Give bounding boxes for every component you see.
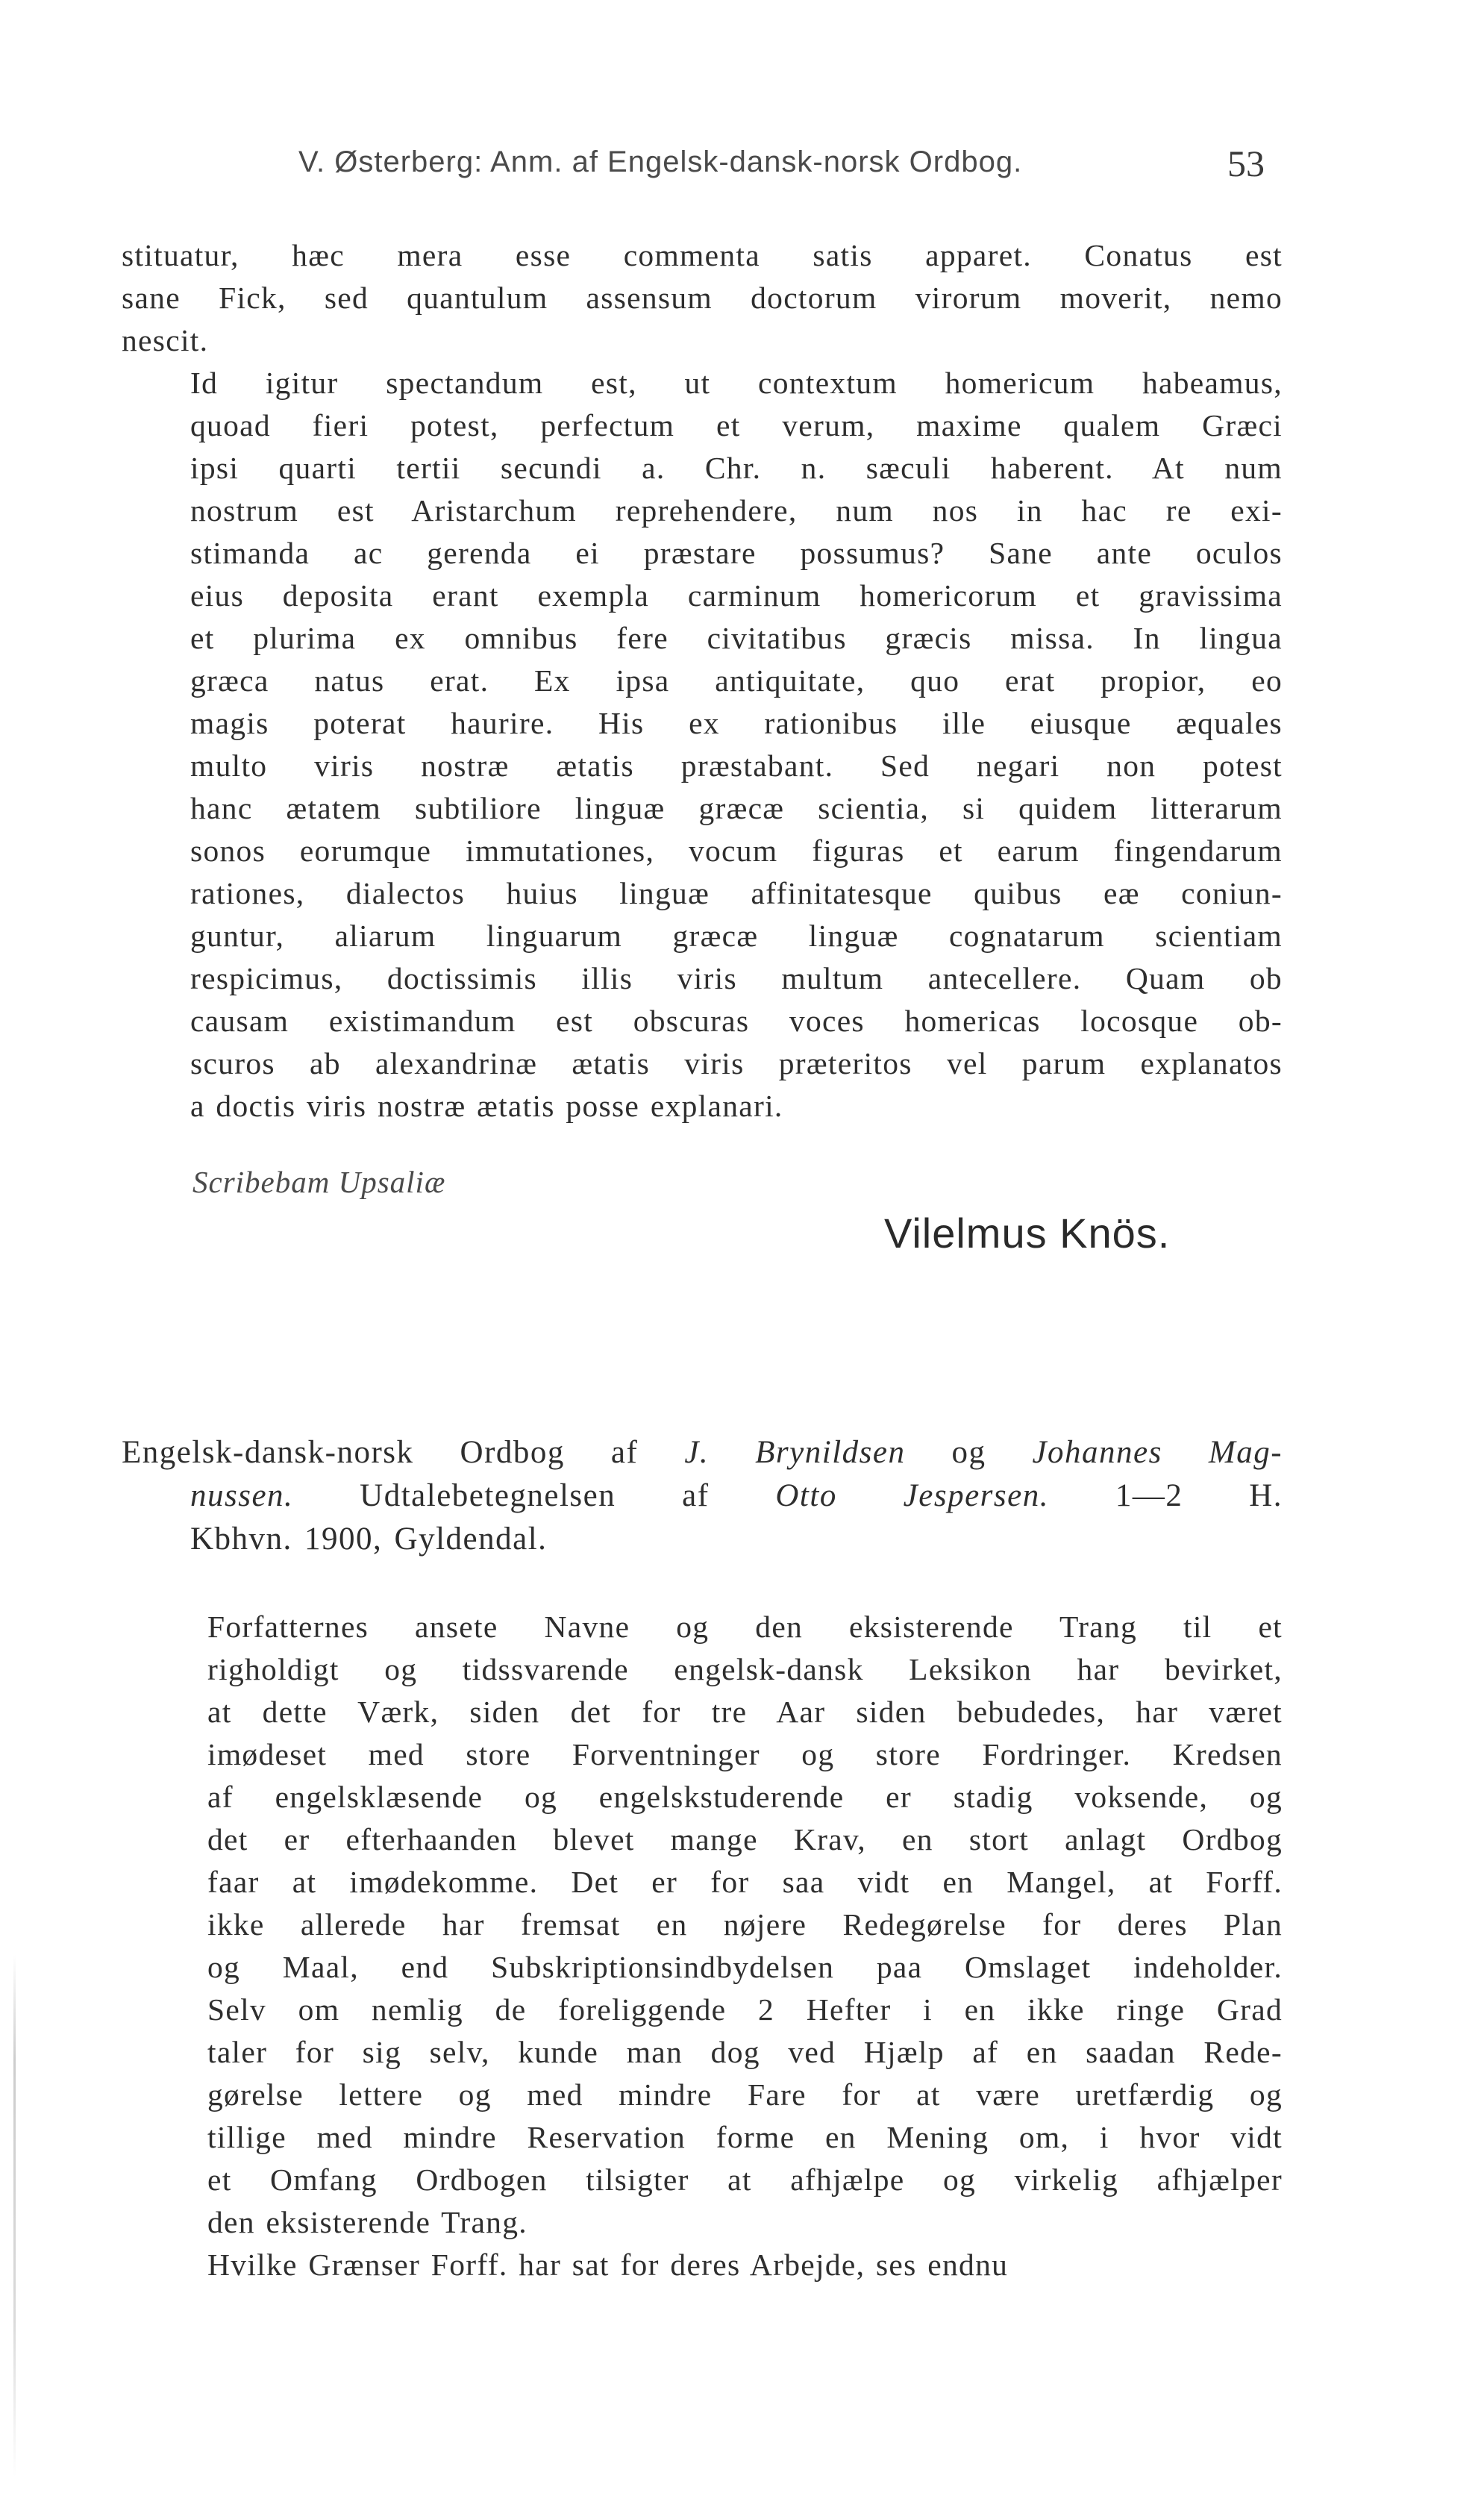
text-line: ikke allerede har fremsat en nøjere Redegørelse for deres Plan bbox=[207, 1907, 1283, 1942]
text-line: taler for sig selv, kunde man dog ved Hjælp af en saadan Rede- bbox=[207, 2035, 1283, 2069]
text-line: nostrum est Aristarchum reprehendere, num nos in hac re exi- bbox=[190, 493, 1283, 528]
signature-place: Scribebam Upsaliæ bbox=[192, 1165, 446, 1199]
text-line: quoad fieri potest, perfectum et verum, maxime qualem Græci bbox=[190, 408, 1283, 442]
heading-conjunction: og bbox=[905, 1435, 1033, 1470]
text-line: at dette Værk, siden det for tre Aar siden bebudedes, har været bbox=[207, 1695, 1283, 1729]
text-line: stimanda ac gerenda ei præstare possumus? Sane ante oculos bbox=[190, 536, 1283, 570]
text-line: det er efterhaanden blevet mange Krav, en stort anlagt Ordbog bbox=[207, 1822, 1283, 1857]
latin-paragraph-2 bbox=[122, 362, 1283, 1127]
text-line: a doctis viris nostræ ætatis posse explanari. bbox=[190, 1089, 783, 1123]
text-line: rationes, dialectos huius linguæ affinitatesque quibus eæ coniun- bbox=[190, 876, 1283, 910]
text-line: hanc ætatem subtiliore linguæ græcæ scientia, si quidem litterarum bbox=[190, 791, 1283, 825]
text-line: Selv om nemlig de foreliggende 2 Hefter i en ikke ringe Grad bbox=[207, 1992, 1283, 2027]
text-line: scuros ab alexandrinæ ætatis viris præteritos vel parum explanatos bbox=[190, 1046, 1283, 1080]
text-line: nescit. bbox=[122, 323, 209, 357]
heading-volumes: 1—2 H. bbox=[1048, 1478, 1283, 1513]
text-line: guntur, aliarum linguarum græcæ linguæ cognatarum scientiam bbox=[190, 919, 1283, 953]
text-line: sane Fick, sed quantulum assensum doctorum virorum moverit, nemo bbox=[122, 281, 1283, 315]
text-line: et Omfang Ordbogen tilsigter at afhjælpe og virkelig afhjælper bbox=[207, 2162, 1283, 2197]
danish-review-text bbox=[122, 1606, 1283, 2286]
text-line: stituatur, hæc mera esse commenta satis apparet. Conatus est bbox=[122, 238, 1283, 272]
text-line: causam existimandum est obscuras voces homericas locosque ob- bbox=[190, 1004, 1283, 1038]
danish-paragraph-2 bbox=[122, 2244, 1283, 2286]
page-number: 53 bbox=[1227, 143, 1265, 184]
text-line: Hvilke Grænser Forff. har sat for deres Arbejde, ses endnu bbox=[207, 2248, 1009, 2282]
text-line: respicimus, doctissimis illis viris multum antecellere. Quam ob bbox=[190, 961, 1283, 995]
text-line: multo viris nostræ ætatis præstabant. Sed negari non potest bbox=[190, 748, 1283, 783]
heading-line-3: Kbhvn. 1900, Gyldendal. bbox=[190, 1521, 548, 1557]
heading-pronunciation: Udtalebetegnelsen af bbox=[293, 1478, 776, 1513]
text-line: imødeset med store Forventninger og store Fordringer. Kredsen bbox=[207, 1737, 1283, 1771]
text-line: ipsi quarti tertii secundi a. Chr. n. sæculi haberent. At num bbox=[190, 451, 1283, 485]
scan-edge-shadow bbox=[13, 1955, 16, 2477]
text-line: faar at imødekomme. Det er for saa vidt en Mangel, at Forff. bbox=[207, 1865, 1283, 1899]
text-line: magis poterat haurire. His ex rationibus ille eiusque æquales bbox=[190, 706, 1283, 740]
text-line: sonos eorumque immutationes, vocum figuras et earum fingendarum bbox=[190, 833, 1283, 868]
text-line: græca natus erat. Ex ipsa antiquitate, quo erat propior, eo bbox=[190, 663, 1283, 698]
text-line: Forfatternes ansete Navne og den eksisterende Trang til et bbox=[207, 1610, 1283, 1644]
heading-author-1: J. Brynildsen bbox=[684, 1435, 906, 1470]
text-line: af engelsklæsende og engelskstuderende er stadig voksende, og bbox=[207, 1780, 1283, 1814]
latin-review-text bbox=[122, 234, 1283, 1127]
signature-name: Vilelmus Knös. bbox=[884, 1210, 1171, 1257]
heading-author-3: Otto Jespersen. bbox=[775, 1478, 1049, 1513]
latin-paragraph-1 bbox=[122, 234, 1283, 362]
text-line: tillige med mindre Reservation forme en Mening om, i hvor vidt bbox=[207, 2120, 1283, 2154]
review-heading bbox=[122, 1431, 1283, 1561]
heading-line-2 bbox=[122, 1474, 1283, 1518]
text-line: og Maal, end Subskriptionsindbydelsen paa Omslaget indeholder. bbox=[207, 1950, 1283, 1984]
text-line: righoldigt og tidssvarende engelsk-dansk Leksikon har bevirket, bbox=[207, 1652, 1283, 1686]
text-line: den eksisterende Trang. bbox=[207, 2205, 527, 2239]
heading-title: Engelsk-dansk-norsk Ordbog af bbox=[122, 1435, 685, 1470]
text-line: et plurima ex omnibus fere civitatibus græcis missa. In lingua bbox=[190, 621, 1283, 655]
text-line: Id igitur spectandum est, ut contextum homericum habeamus, bbox=[190, 366, 1283, 400]
heading-author-2-cont: nussen. bbox=[190, 1478, 294, 1513]
heading-author-2: Johannes Mag- bbox=[1032, 1435, 1283, 1470]
danish-paragraph-1 bbox=[122, 1606, 1283, 2244]
heading-line-1 bbox=[122, 1431, 1283, 1474]
running-title: V. Østerberg: Anm. af Engelsk-dansk-norsk Ordbog. bbox=[298, 146, 1023, 178]
text-line: eius deposita erant exempla carminum homericorum et gravissima bbox=[190, 578, 1283, 613]
text-line: gørelse lettere og med mindre Fare for at være uretfærdig og bbox=[207, 2077, 1283, 2112]
